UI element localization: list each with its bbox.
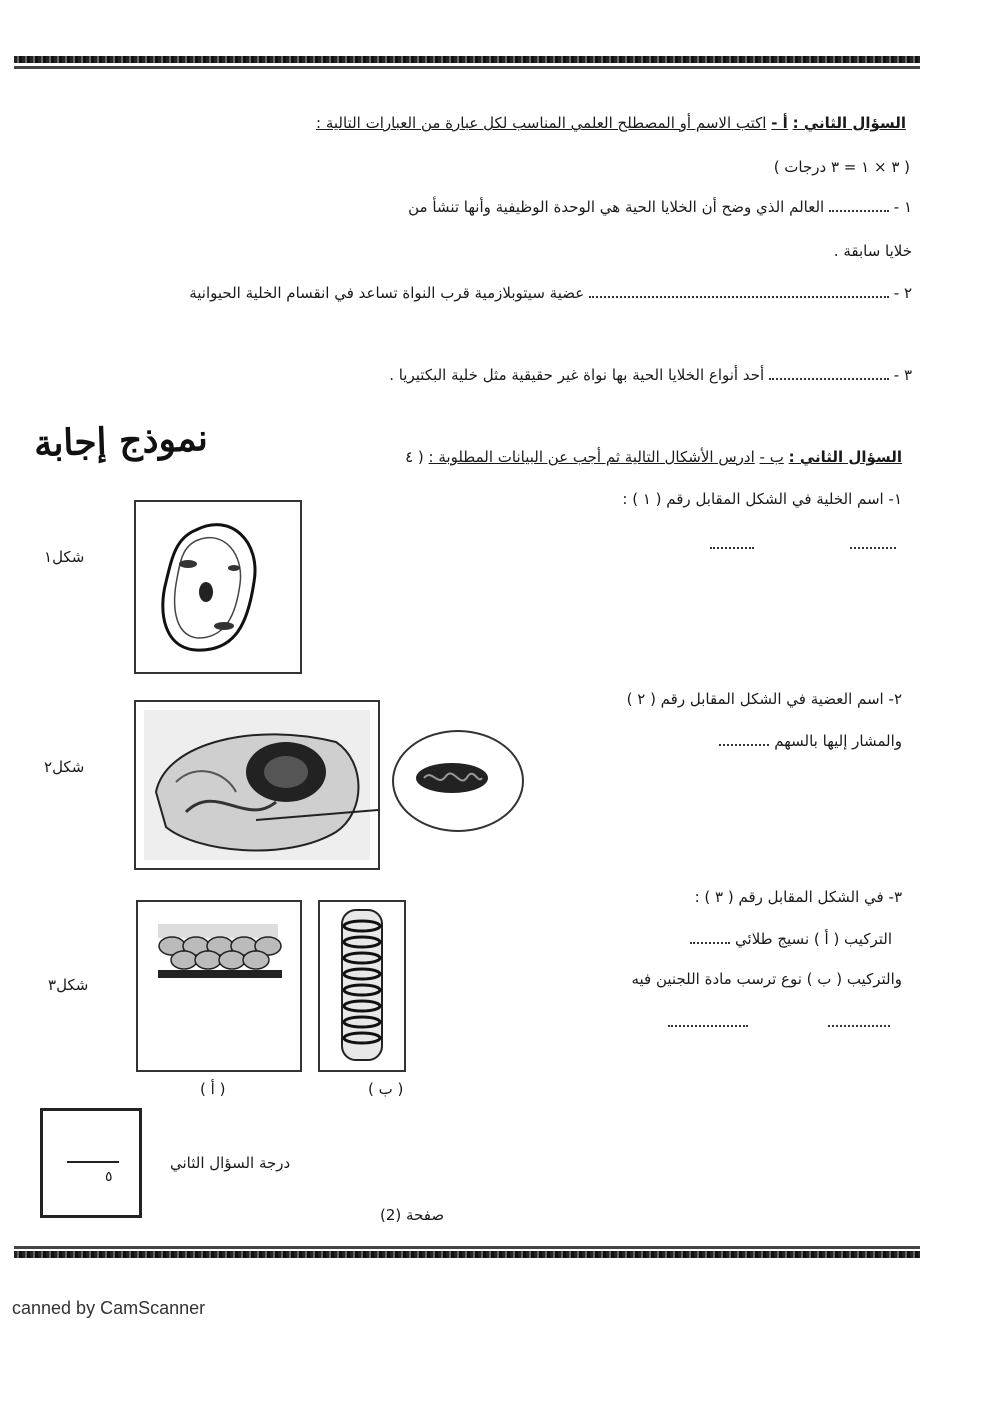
top-border [14, 56, 920, 63]
section-b-instruction: ادرس الأشكال التالية ثم أجب عن البيانات المطلوبة : [428, 448, 755, 466]
item-text-2: والمشار إليها بالسهم [774, 732, 902, 750]
answer-blank[interactable] [589, 292, 889, 298]
section-b-question-label: السؤال الثاني : [788, 448, 902, 466]
answer-blank[interactable] [710, 534, 754, 553]
answer-blank[interactable] [829, 206, 889, 212]
section-b-item-3-line2 [492, 930, 892, 948]
bottom-border [14, 1251, 920, 1258]
item-number: ٣ - [893, 366, 912, 384]
score-box [40, 1108, 142, 1218]
section-b-item-2 [627, 690, 902, 708]
epithelial-tissue-illustration [138, 902, 300, 1070]
score-label: درجة السؤال الثاني [170, 1154, 291, 1172]
item-number: ١ - [893, 198, 912, 216]
answer-blank[interactable] [668, 1012, 748, 1031]
item-number: ٣- [888, 888, 902, 906]
section-a-item-1 [112, 198, 912, 216]
section-a-item-2 [32, 284, 912, 302]
answer-blank[interactable] [719, 740, 769, 746]
section-b-marks: ( ٤ [405, 448, 424, 466]
animal-cell-illustration [136, 702, 378, 868]
answer-blank[interactable] [828, 1012, 890, 1031]
item-text: عضية سيتوبلازمية قرب النواة تساعد في انقسام الخلية الحيوانية [189, 284, 585, 302]
figure-2-label: شكل٢ [44, 758, 85, 776]
xylem-vessel-illustration [320, 902, 404, 1070]
section-a-question-label: السؤال الثاني : [792, 114, 906, 132]
answer-key-stamp: نموذج إجابة [33, 416, 209, 466]
figure-3a-caption: ( أ ) [200, 1080, 226, 1098]
answer-blank[interactable] [850, 534, 896, 553]
figure-2-frame [134, 700, 380, 870]
item-number: ١- [888, 490, 902, 508]
top-border-thin [14, 66, 920, 69]
item-text: في الشكل المقابل رقم ( ٣ ) : [694, 888, 884, 906]
figure-1-frame [134, 500, 302, 674]
score-denominator: ٥ [105, 1169, 113, 1185]
section-a-header [116, 114, 906, 132]
section-b-part-label: ب - [759, 448, 784, 466]
item-text: أحد أنواع الخلايا الحية بها نواة غير حقيقية مثل خلية البكتيريا . [389, 366, 765, 384]
section-a-part-label: أ - [771, 114, 788, 132]
item-text-2: التركيب ( أ ) نسيج طلائي [735, 930, 892, 948]
item-text: العالم الذي وضح أن الخلايا الحية هي الوحدة الوظيفية وأنها تنشأ من [408, 198, 825, 216]
section-a-item-1-cont: خلايا سابقة . [833, 242, 912, 260]
section-b-header [262, 448, 902, 466]
organelle-zoom-circle [392, 730, 524, 832]
section-a-marks: ( ٣ × ١ = ٣ درجات ) [773, 158, 910, 176]
item-number: ٢- [888, 690, 902, 708]
bottom-border-thin [14, 1246, 920, 1249]
figure-3-label: شكل٣ [48, 976, 89, 994]
plant-cell-illustration [136, 502, 300, 672]
item-text: اسم الخلية في الشكل المقابل رقم ( ١ ) : [622, 490, 884, 508]
section-a-item-3 [112, 366, 912, 384]
section-b-item-2-line2 [562, 732, 902, 750]
figure-3b-frame [318, 900, 406, 1072]
figure-1-label: شكل١ [44, 548, 85, 566]
section-a-instruction: اكتب الاسم أو المصطلح العلمي المناسب لكل عبارة من العبارات التالية : [316, 114, 767, 132]
item-number: ٢ - [893, 284, 912, 302]
section-b-item-3-line3: والتركيب ( ب ) نوع ترسب مادة اللجنين فيه [631, 970, 902, 988]
scanner-watermark: canned by CamScanner [12, 1298, 206, 1318]
section-b-item-1 [622, 490, 902, 508]
figure-3a-frame [136, 900, 302, 1072]
figure-3b-caption: ( ب ) [368, 1080, 404, 1098]
score-fraction-line [67, 1161, 119, 1163]
item-text: اسم العضية في الشكل المقابل رقم ( ٢ ) [626, 690, 884, 708]
mitochondrion-icon [394, 732, 522, 830]
section-b-item-3 [695, 888, 902, 906]
answer-blank[interactable] [690, 938, 730, 944]
answer-blank[interactable] [769, 374, 889, 380]
page-number: صفحة (2) [380, 1206, 445, 1224]
